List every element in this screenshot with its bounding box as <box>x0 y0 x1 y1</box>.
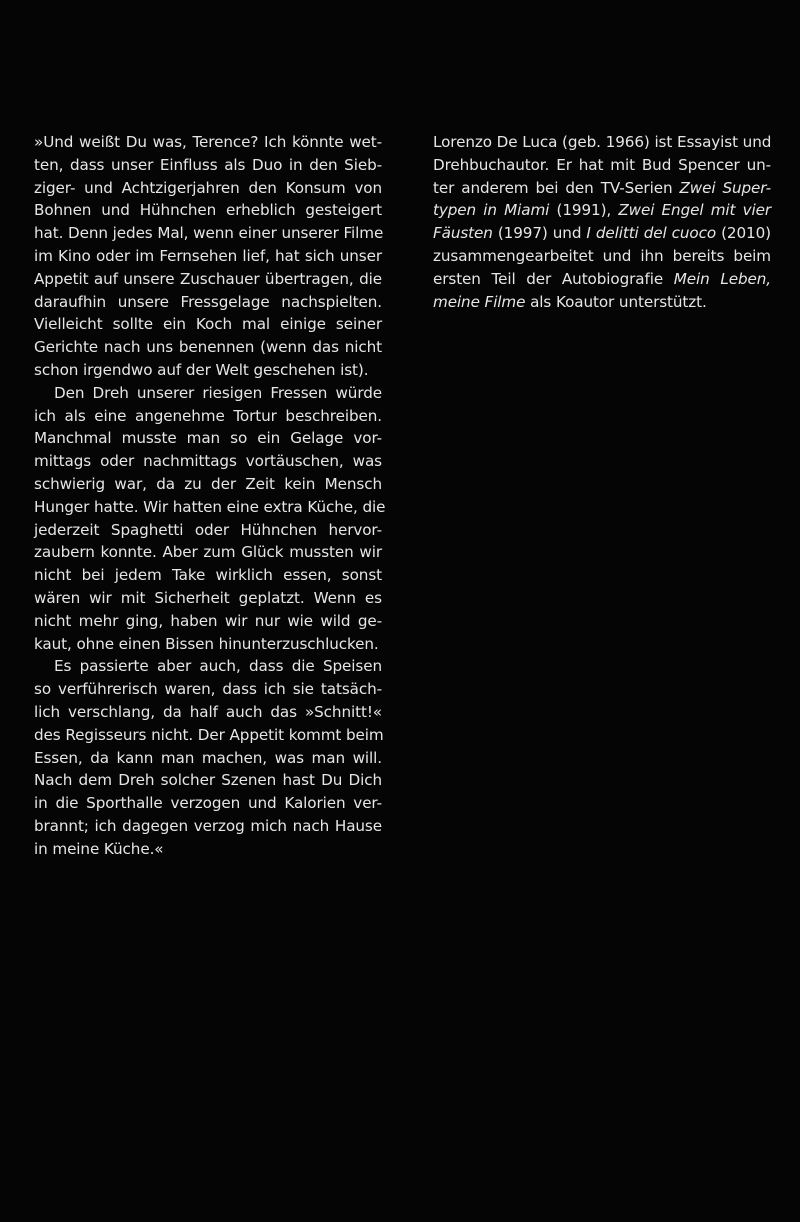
series-title: Fäusten <box>433 224 493 243</box>
text-line: im Kino oder im Fernsehen lief, hat sich unser <box>34 246 382 265</box>
text-line: schwierig war, da zu der Zeit kein Mensch <box>34 474 382 493</box>
text-line: brannt; ich dagegen verzog mich nach Hause <box>34 816 382 835</box>
bio-line: typen in Miami (1991), Zwei Engel mit vier <box>433 201 771 220</box>
bio-line: ersten Teil der Autobiografie Mein Leben, <box>433 269 771 288</box>
text-line: hat. Denn jedes Mal, wenn einer unserer Filme <box>34 224 384 243</box>
text-line: Manchmal musste man so ein Gelage vor- <box>34 429 382 448</box>
bio-line: meine Filme als Koautor unterstützt. <box>433 292 707 311</box>
bio-line: Lorenzo De Luca (geb. 1966) ist Essayist und <box>433 133 772 151</box>
series-title: Zwei Super- <box>679 178 771 197</box>
text-line: nicht bei jedem Take wirklich essen, sonst <box>34 566 382 585</box>
text-line: nicht mehr ging, haben wir nur wie wild ge- <box>34 611 382 630</box>
text-line: schon irgendwo auf der Welt geschehen ist). <box>34 360 369 379</box>
text-line: in meine Küche.« <box>34 839 164 858</box>
text-line: Nach dem Dreh solcher Szenen hast Du Dich <box>34 771 382 790</box>
text-line: so verführerisch waren, dass ich sie tatsäch- <box>34 680 382 699</box>
text-line: Gerichte nach uns benennen (wenn das nicht <box>34 338 382 357</box>
book-title: Mein Leben, <box>673 269 771 288</box>
main-text-column <box>34 131 386 861</box>
bio-line: zusammengearbeitet und ihn bereits beim <box>433 246 771 265</box>
series-title: Zwei Engel mit vier <box>618 201 771 220</box>
series-title: I delitti del cuoco <box>586 224 717 243</box>
text-line: daraufhin unsere Fressgelage nachspielten. <box>34 292 382 311</box>
bio-line: Fäusten (1997) und I delitti del cuoco (2010) <box>433 224 771 243</box>
text-line: jederzeit Spaghetti oder Hühnchen hervor- <box>34 520 382 539</box>
text-line: wären wir mit Sicherheit geplatzt. Wenn es <box>34 588 382 607</box>
book-title: meine Filme <box>433 292 526 311</box>
text-line: lich verschlang, da half auch das »Schnitt!« <box>34 702 382 721</box>
text-line: »Und weißt Du was, Terence? Ich könnte wet- <box>34 133 382 151</box>
text-line: Hunger hatte. Wir hatten eine extra Küche, die <box>34 497 386 516</box>
text-line: ich als eine angenehme Tortur beschreiben. <box>34 406 382 425</box>
text-line: Es passierte aber auch, dass die Speisen <box>54 657 382 676</box>
text-line: ten, dass unser Einfluss als Duo in den Sieb- <box>34 155 382 174</box>
text-line: Den Dreh unserer riesigen Fressen würde <box>54 383 382 402</box>
text-line: Bohnen und Hühnchen erheblich gesteigert <box>34 201 382 220</box>
bio-line: ter anderem bei den TV-Serien Zwei Super- <box>433 178 771 197</box>
bio-line: Drehbuchautor. Er hat mit Bud Spencer un- <box>433 155 771 174</box>
text-line: ziger- und Achtzigerjahren den Konsum von <box>34 178 382 197</box>
text-line: Vielleicht sollte ein Koch mal einige seiner <box>34 315 382 334</box>
text-line: zaubern konnte. Aber zum Glück mussten wir <box>34 543 382 562</box>
text-line: des Regisseurs nicht. Der Appetit kommt beim <box>34 725 384 744</box>
text-line: kaut, ohne einen Bissen hinunterzuschlucken. <box>34 634 379 653</box>
text-line: Essen, da kann man machen, was man will. <box>34 748 382 767</box>
text-line: in die Sporthalle verzogen und Kalorien ver- <box>34 794 382 813</box>
series-title: typen in Miami <box>433 201 550 220</box>
text-line: mittags oder nachmittags vortäuschen, was <box>34 452 382 471</box>
text-line: Appetit auf unsere Zuschauer übertragen, die <box>34 269 382 288</box>
author-bio-column <box>433 131 771 313</box>
